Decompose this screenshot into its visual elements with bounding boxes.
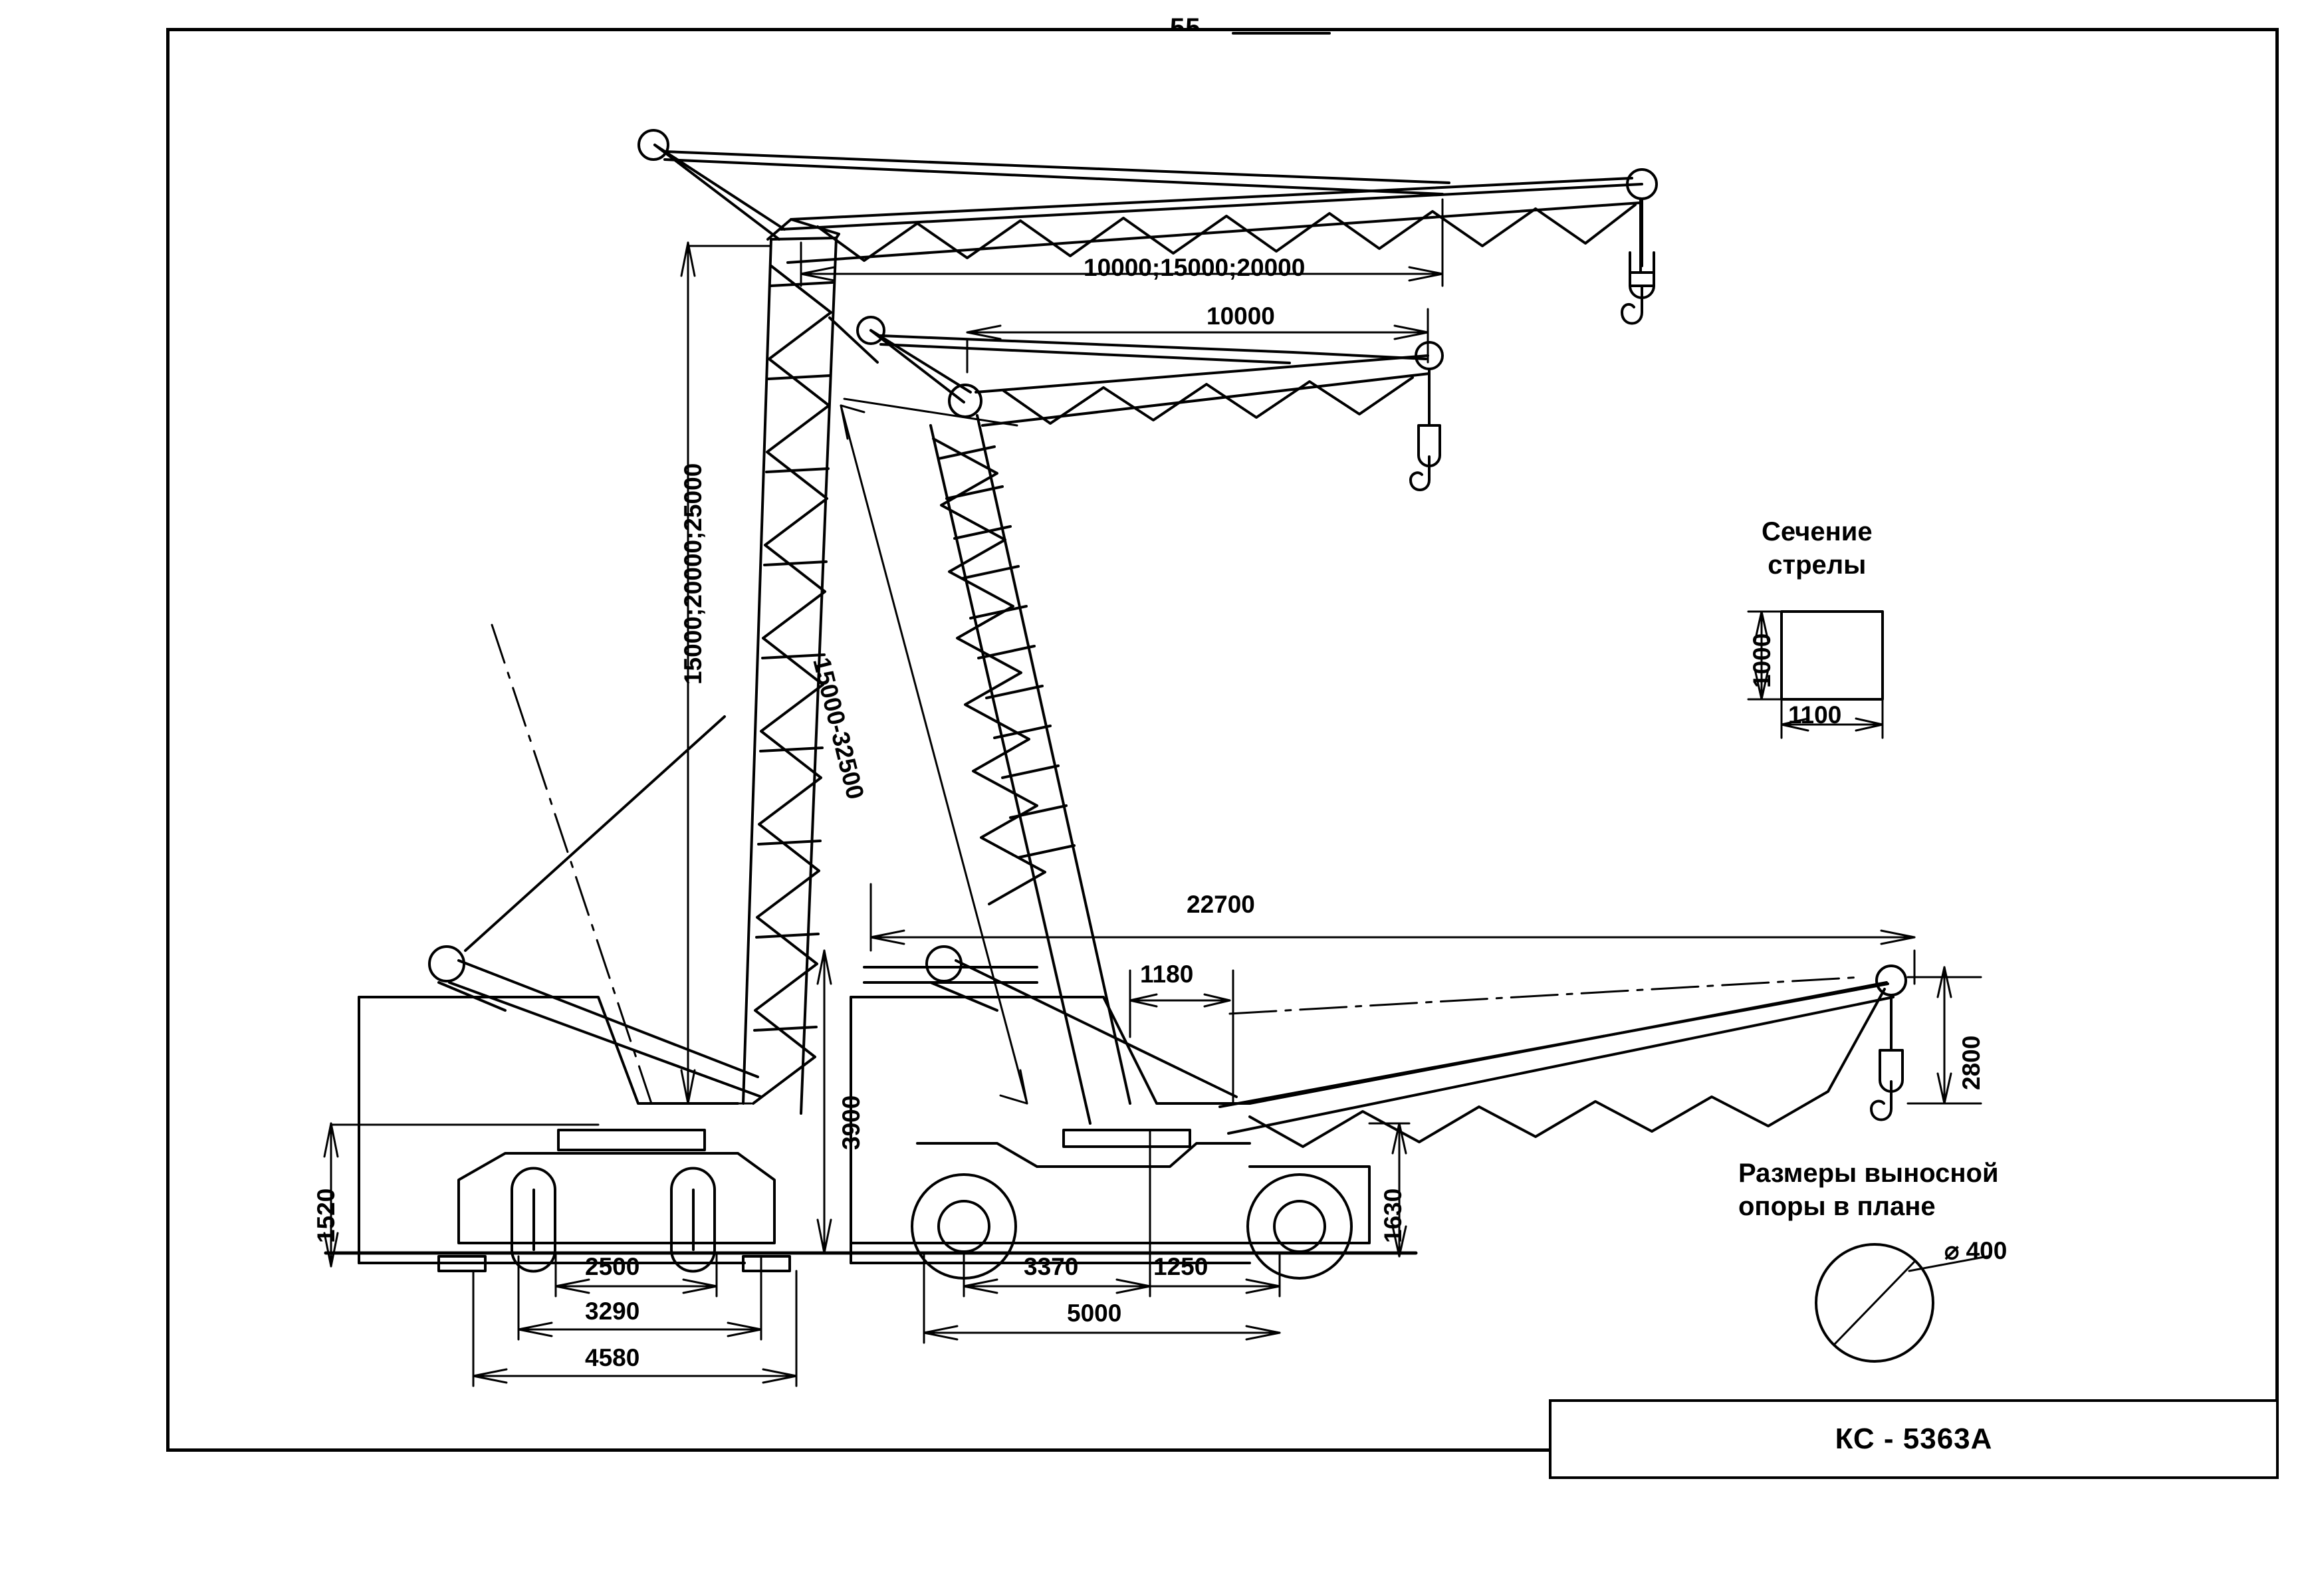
dim-track-outer: 4580	[585, 1344, 640, 1371]
dim-wheelbase-total: 5000	[1067, 1300, 1122, 1327]
dim-wheelbase-rear: 1250	[1153, 1253, 1209, 1280]
outrigger-heading-line1: Размеры выносной	[1738, 1159, 1999, 1188]
dim-jib-length: 10000	[1207, 302, 1275, 330]
dim-transport-length: 22700	[1187, 891, 1255, 918]
dim-section-height: 1000	[1748, 633, 1776, 688]
dim-main-jib-lengths: 10000;15000;20000	[1084, 254, 1306, 281]
title-block-label: КС - 5363А	[1835, 1423, 1993, 1455]
dim-track-mid: 3290	[585, 1298, 640, 1325]
dim-outrigger-diameter: ⌀ 400	[1944, 1237, 2008, 1264]
boom-section-heading-line1: Сечение	[1762, 517, 1873, 546]
dim-section-width: 1100	[1788, 701, 1842, 729]
outrigger-heading-line2: опоры в плане	[1738, 1192, 1936, 1221]
dim-tower-base-height: 3900	[838, 1095, 865, 1150]
boom-section-heading-line2: стрелы	[1768, 550, 1867, 580]
title-block	[1549, 1399, 2279, 1479]
boom-section-heading	[1762, 515, 1873, 582]
dim-tail-radius: 1180	[1140, 961, 1194, 988]
outrigger-heading	[1738, 1157, 1999, 1223]
dim-tower-heights: 15000;20000;25000	[679, 463, 707, 685]
dim-chassis-height: 1630	[1379, 1188, 1407, 1243]
dim-crawler-height: 1520	[312, 1188, 340, 1243]
dim-rear-height: 2800	[1958, 1035, 1985, 1090]
dim-track-inner: 2500	[585, 1253, 640, 1280]
dim-boom-length-range: 15000-32500	[808, 655, 869, 802]
dim-wheelbase-front: 3370	[1024, 1253, 1079, 1280]
